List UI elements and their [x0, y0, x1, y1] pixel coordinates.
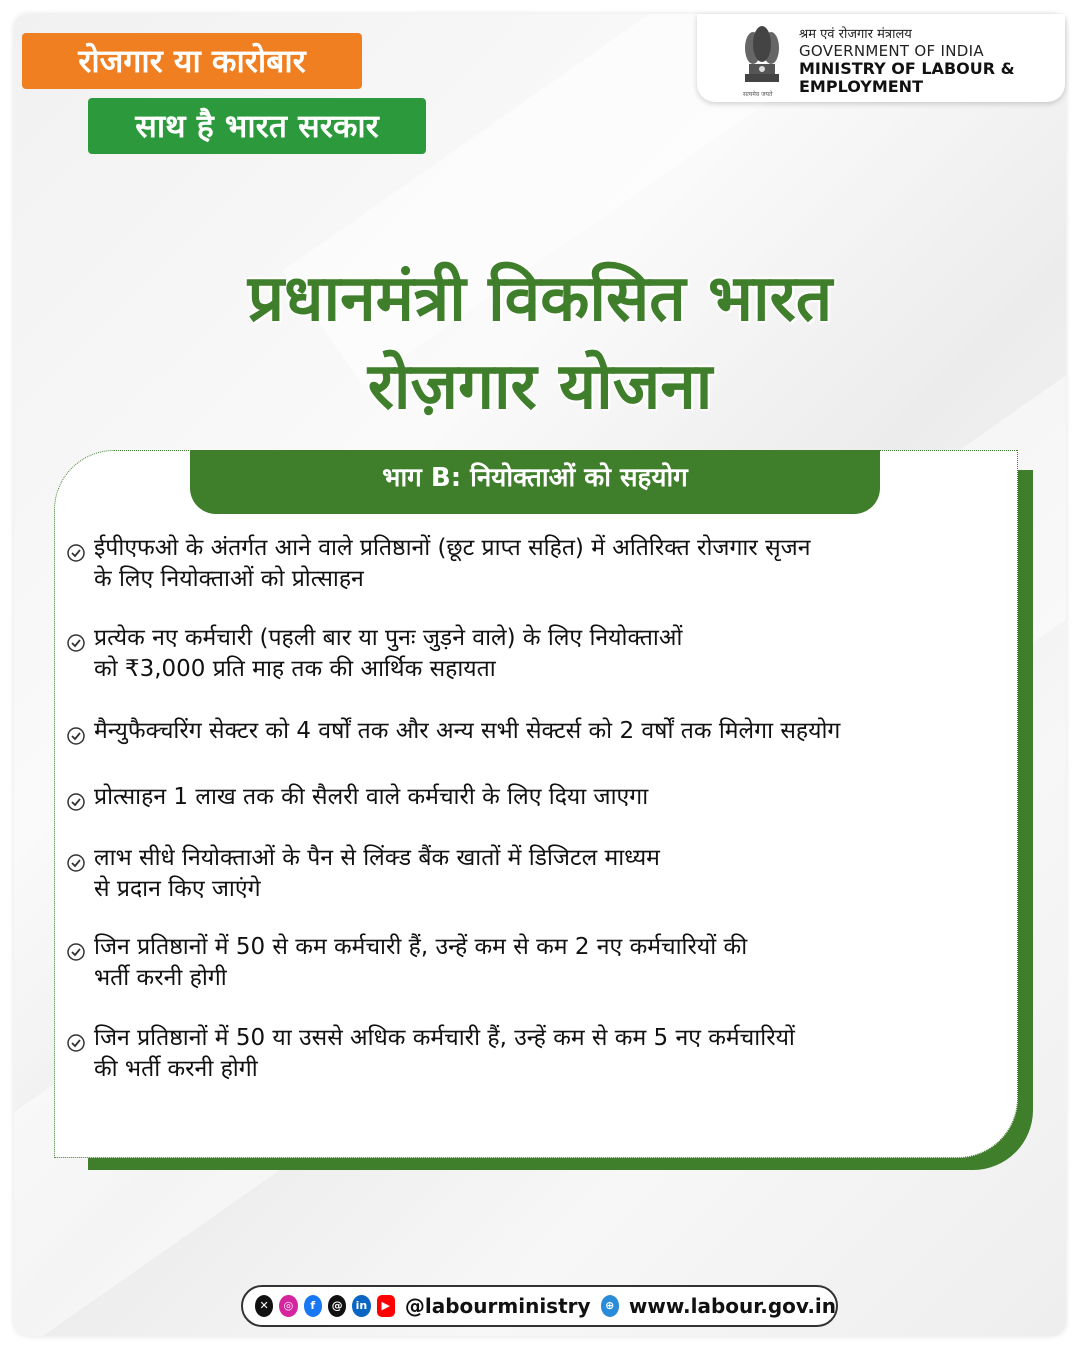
- list-item-line: की भर्ती करनी होगी: [94, 1056, 258, 1082]
- list-item-text: [94, 716, 840, 747]
- list-item-text: [94, 932, 747, 994]
- list-item-line: को ₹3,000 प्रति माह तक की आर्थिक सहायता: [94, 656, 496, 682]
- list-item-line: भर्ती करनी होगी: [94, 965, 227, 991]
- national-emblem-icon: [741, 24, 783, 88]
- ministry-badge: [697, 14, 1065, 102]
- threads-icon[interactable]: @: [328, 1295, 346, 1317]
- scheme-title-line1: प्रधानमंत्री विकसित भारत: [247, 262, 833, 336]
- list-item: [66, 932, 1016, 994]
- website-link[interactable]: www.labour.gov.in: [628, 1294, 837, 1318]
- check-circle-icon: [66, 1033, 86, 1053]
- scheme-title-line2: रोज़गार योजना: [367, 350, 713, 424]
- tagline-orange: रोजगार या कारोबार: [22, 33, 362, 89]
- check-circle-icon: [66, 942, 86, 962]
- check-circle-icon: [66, 633, 86, 653]
- list-item-line: के लिए नियोक्ताओं को प्रोत्साहन: [94, 566, 364, 592]
- list-item-text: [94, 1023, 795, 1085]
- x-icon[interactable]: ✕: [255, 1295, 273, 1317]
- facebook-icon[interactable]: f: [304, 1295, 322, 1317]
- ministry-hindi-name: श्रम एवं रोजगार मंत्रालय: [799, 27, 912, 42]
- list-item-line: जिन प्रतिष्ठानों में 50 से कम कर्मचारी हैं, उन्हें कम से कम 2 नए कर्मचारियों की: [94, 934, 748, 960]
- list-item-line: लाभ सीधे नियोक्ताओं के पैन से लिंक्ड बैंक खातों में डिजिटल माध्यम: [94, 845, 660, 871]
- list-item-line: जिन प्रतिष्ठानों में 50 या उससे अधिक कर्मचारी हैं, उन्हें कम से कम 5 नए कर्मचारियों: [94, 1025, 795, 1051]
- social-handle[interactable]: @labourministry: [404, 1294, 591, 1318]
- list-item: [66, 843, 1016, 905]
- ministry-name-line2: EMPLOYMENT: [799, 77, 923, 96]
- check-circle-icon: [66, 726, 86, 746]
- check-circle-icon: [66, 543, 86, 563]
- list-item-text: [94, 623, 682, 685]
- list-item-text: [94, 533, 810, 595]
- list-item-line: मैन्युफैक्चरिंग सेक्टर को 4 वर्षों तक और अन्य सभी सेक्टर्स को 2 वर्षों तक मिलेगा सहयोग: [94, 718, 841, 744]
- list-item: [66, 782, 1016, 813]
- youtube-icon[interactable]: ▶: [377, 1295, 395, 1317]
- list-item: [66, 716, 1016, 747]
- emblem-caption: सत्यमेव जयते: [743, 91, 773, 98]
- list-item-line: प्रत्येक नए कर्मचारी (पहली बार या पुनः जुड़ने वाले) के लिए नियोक्ताओं: [94, 625, 683, 651]
- list-item-line: प्रोत्साहन 1 लाख तक की सैलरी वाले कर्मचारी के लिए दिया जाएगा: [94, 784, 649, 810]
- check-circle-icon: [66, 792, 86, 812]
- instagram-icon[interactable]: ◎: [279, 1295, 297, 1317]
- linkedin-icon[interactable]: in: [352, 1295, 370, 1317]
- list-item: [66, 1023, 1016, 1085]
- list-item-line: से प्रदान किए जाएंगे: [94, 876, 261, 902]
- tagline-green: साथ है भारत सरकार: [88, 98, 426, 154]
- card-heading: भाग B: नियोक्ताओं को सहयोग: [190, 450, 880, 514]
- list-item-line: ईपीएफओ के अंतर्गत आने वाले प्रतिष्ठानों (छूट प्राप्त सहित) में अतिरिक्त रोजगार सृजन: [94, 535, 811, 561]
- list-item-text: [94, 843, 660, 905]
- government-label: GOVERNMENT OF INDIA: [799, 42, 984, 60]
- list-item-text: [94, 782, 648, 813]
- ministry-name: [799, 60, 1015, 96]
- list-item: [66, 533, 1016, 595]
- social-footer: [241, 1285, 838, 1327]
- ministry-name-line1: MINISTRY OF LABOUR &: [799, 59, 1015, 78]
- globe-icon: ⊕: [601, 1295, 619, 1317]
- check-circle-icon: [66, 853, 86, 873]
- list-item: [66, 623, 1016, 685]
